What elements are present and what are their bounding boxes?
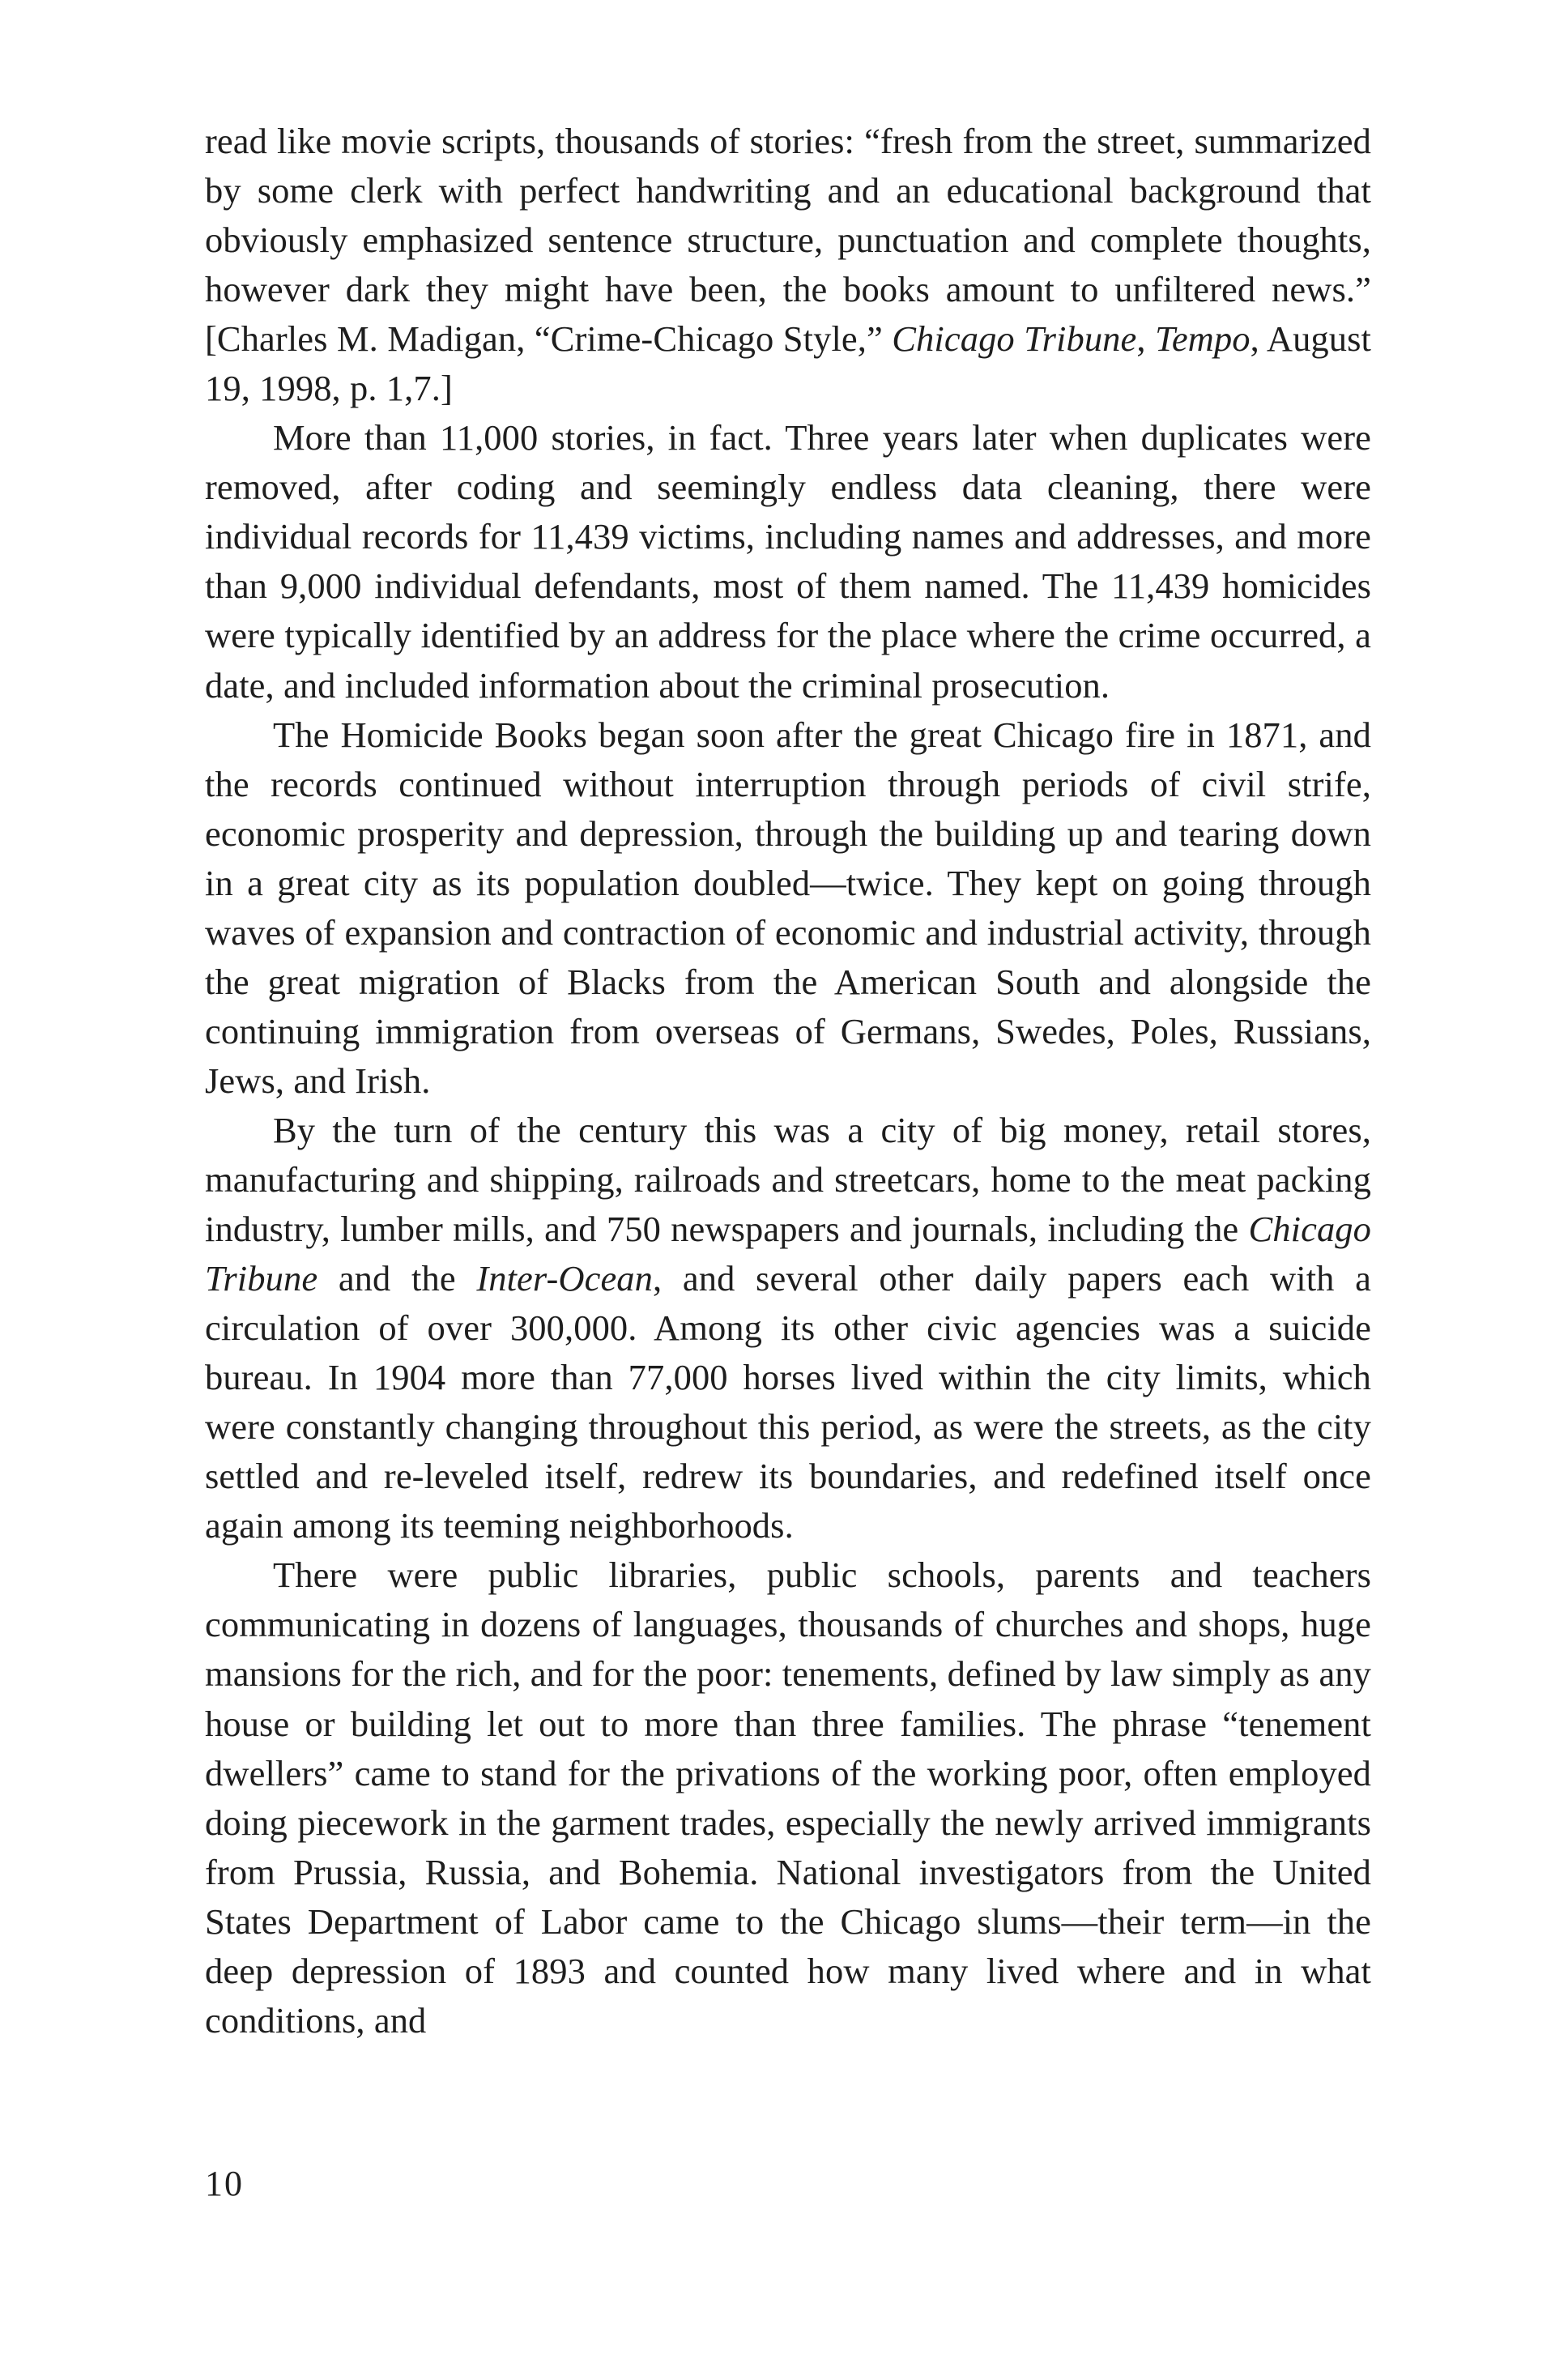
paragraph-3: [205, 710, 1371, 1106]
italic-title: Tempo: [1155, 318, 1251, 360]
text-run: and the: [317, 1258, 477, 1299]
paragraph-4: [205, 1106, 1371, 1550]
text-run: , August 19, 1998, p. 1,7.]: [205, 318, 1371, 409]
text-run: There were public libraries, public schools, parents and teachers communicating in dozens of languages, thousands of churches and shops, huge mansions for the rich, and for the poor: tenements, defined by law simply as any house or building let out to more than three families. The phrase “tenement dwellers” came to stand for the privations of the working poor, often employed doing piecework in the garment trades, especially the newly arrived immigrants from Prussia, Russia, and Bohemia. National investigators from the United States Department of Labor came to the Chicago slums—their term—in the deep depression of 1893 and counted how many lived where and in what conditions, and: [205, 1555, 1371, 2041]
text-run: , and several other daily papers each with a circulation of over 300,000. Among its other civic agencies was a suicide bureau. In 1904 more than 77,000 horses lived within the city limits, which were constantly changing throughout this period, as were the streets, as the city settled and re-leveled itself, redrew its boundaries, and redefined itself once again among its teeming neighborhoods.: [205, 1258, 1371, 1546]
text-run: The Homicide Books began soon after the great Chicago fire in 1871, and the records continued without interruption through periods of civil strife, economic prosperity and depression, through the building up and tearing down in a great city as its population doubled—twice. They kept on going through waves of expansion and contraction of economic and industrial activity, through the great migration of Blacks from the American South and alongside the continuing immigration from overseas of Germans, Swedes, Poles, Russians, Jews, and Irish.: [205, 714, 1371, 1101]
paragraph-2: [205, 413, 1371, 710]
text-run: ,: [1136, 318, 1156, 360]
italic-title: Inter-Ocean: [476, 1258, 653, 1299]
text-run: By the turn of the century this was a city of big money, retail stores, manufacturing and shipping, railroads and streetcars, home to the meat packing industry, lumber mills, and 750 newspapers and journals, including the: [205, 1109, 1371, 1250]
page-body: [205, 117, 1371, 2045]
italic-title: Chicago Tribune: [205, 1209, 1371, 1299]
paragraph-1: [205, 117, 1371, 413]
page-number: 10: [205, 2164, 244, 2203]
italic-title: Chicago Tribune: [892, 318, 1137, 360]
text-run: read like movie scripts, thousands of stories: “fresh from the street, summarized by some clerk with perfect handwriting and an educational background that obviously emphasized sentence structure, punctuation and complete thoughts, however dark they might have been, the books amount to unfiltered news.” [Charles M. Madigan, “Crime-Chicago Style,”: [205, 121, 1371, 360]
text-run: More than 11,000 stories, in fact. Three years later when duplicates were removed, after coding and seemingly endless data cleaning, there were individual records for 11,439 victims, including names and addresses, and more than 9,000 individual defendants, most of them named. The 11,439 homicides were typically identified by an address for the place where the crime occurred, a date, and included information about the criminal prosecution.: [205, 417, 1371, 706]
paragraph-5: [205, 1550, 1371, 2045]
